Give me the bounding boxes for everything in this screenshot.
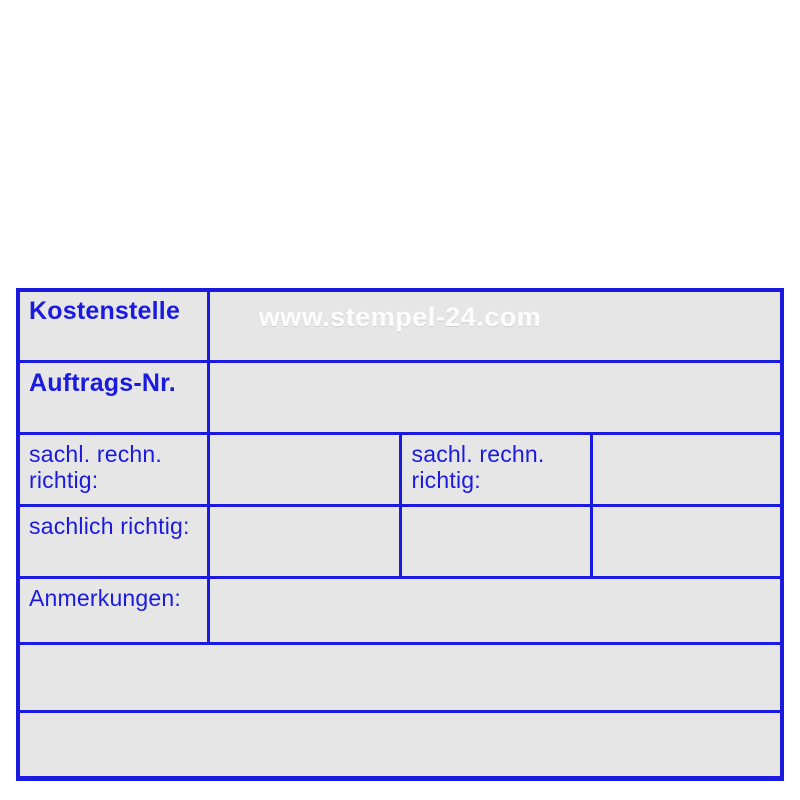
field-anmerkungen[interactable] <box>209 578 783 644</box>
label-sachl-rechn-richtig-right <box>400 434 591 506</box>
table-row-anmerkungen <box>18 578 783 644</box>
table-row-auftrags-nr <box>18 362 783 434</box>
table-row-blank-2 <box>18 712 783 780</box>
table-row-sachlich-richtig <box>18 506 783 578</box>
anmerkungen-label: Anmerkungen: <box>29 585 181 611</box>
field-auftrags-nr[interactable] <box>209 362 783 434</box>
sachl-rechn-richtig-left-label: sachl. rechn. richtig: <box>29 441 162 494</box>
auftrags-nr-label: Auftrags-Nr. <box>29 369 176 397</box>
table-row-blank-1 <box>18 644 783 712</box>
field-sachl-rechn-richtig-right[interactable] <box>591 434 782 506</box>
watermark-text: www.stempel-24.com <box>258 302 542 332</box>
field-sachlich-richtig-1[interactable] <box>209 506 400 578</box>
field-sachl-rechn-richtig-left[interactable] <box>209 434 400 506</box>
kostenstelle-label: Kostenstelle <box>29 297 181 325</box>
sachlich-richtig-label: sachlich richtig: <box>29 513 190 539</box>
label-auftrags-nr <box>18 362 209 434</box>
field-blank-line-2[interactable] <box>18 712 783 780</box>
sachl-rechn-richtig-right-label: sachl. rechn. richtig: <box>411 441 545 494</box>
field-sachlich-richtig-3[interactable] <box>591 506 782 578</box>
label-anmerkungen <box>18 578 209 644</box>
table-row-kostenstelle <box>18 290 783 362</box>
stamp-form-table <box>16 288 784 781</box>
label-kostenstelle <box>18 290 209 362</box>
label-sachl-rechn-richtig-left <box>18 434 209 506</box>
table-row-sachl-rechn-richtig-1 <box>18 434 783 506</box>
label-sachlich-richtig <box>18 506 209 578</box>
field-sachlich-richtig-2[interactable] <box>400 506 591 578</box>
field-kostenstelle[interactable] <box>209 290 783 362</box>
stamp-image <box>16 288 784 780</box>
field-blank-line-1[interactable] <box>18 644 783 712</box>
